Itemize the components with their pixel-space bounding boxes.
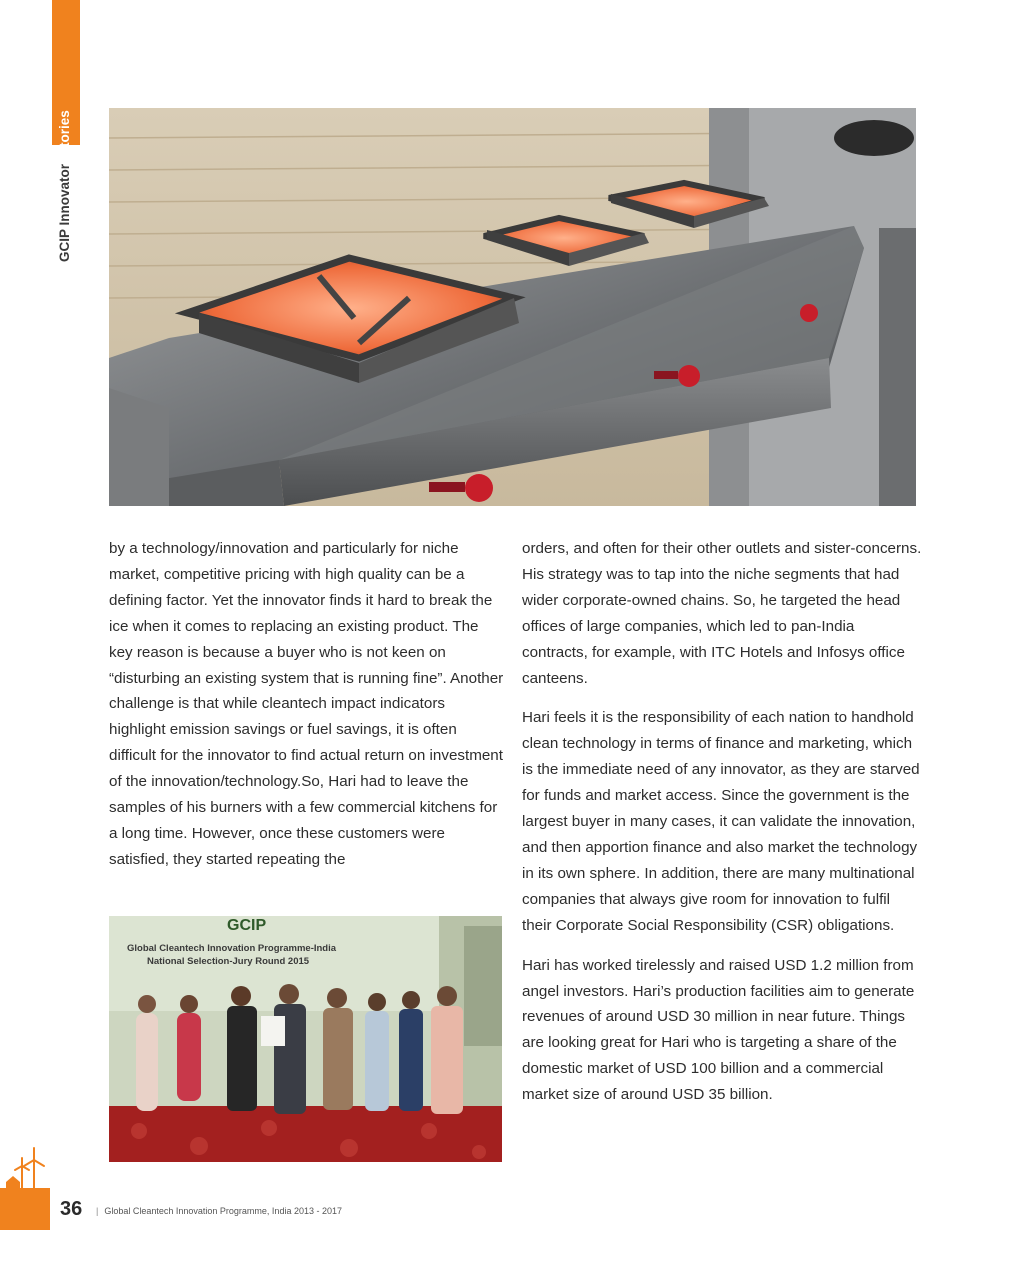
banner-logo: GCIP <box>227 917 267 934</box>
banner-line-2: National Selection-Jury Round 2015 <box>147 956 310 967</box>
page-number: 36 <box>60 1198 83 1220</box>
right-paragraph-2: Hari feels it is the responsibility of each nation to handhold clean technology in terms of finance and marketing, which is the immediate need of any innovator, as they are starved for funds and market access. Since the government is the largest buyer in many cases, it can validate the innovation, and then apportion finance and also market the technology in its own sphere. In addition, there are many multinational companies that always give room for innovation to fulfil their Corporate Social Responsibility (CSR) obligations. <box>522 709 920 934</box>
cooking-burners-photo <box>109 108 916 506</box>
footer-separator: | <box>96 1206 99 1216</box>
banner-line-1: Global Cleantech Innovation Programme-India <box>127 943 337 954</box>
right-text-column <box>522 536 922 1108</box>
side-tab-label-section: GCIP Innovator <box>57 163 72 262</box>
footer-text: Global Cleantech Innovation Programme, India 2013 - 2017 <box>104 1206 342 1216</box>
side-tab-label <box>51 100 79 262</box>
left-paragraph-1: by a technology/innovation and particularly for niche market, competitive pricing with high quality can be a defining factor. Yet the innovator finds it hard to break the ice when it comes to replacing an existing product. The key reason is because a buyer who is not keen on “disturbing an existing system that is running fine”. Another challenge is that while cleantech impact indicators highlight emission savings or fuel savings, it is often difficult for the innovator to find actual return on investment of the innovation/technology.So, Hari had to leave the samples of his burners with a few commercial kitchens for a long time. However, once these customers were satisfied, they started repeating the <box>109 540 504 868</box>
wind-turbine-house-icon <box>4 1146 50 1190</box>
left-text-column <box>109 536 504 873</box>
right-paragraph-1: orders, and often for their other outlets and sister-concerns. His strategy was to tap into the niche segments that had wider corporate-owned chains. So, he targeted the head offices of large companies, which led to pan-India contracts, for example, with ITC Hotels and Infosys office canteens. <box>522 540 922 687</box>
footer-accent-bar <box>0 1188 50 1230</box>
side-tab-label-stories: Stories <box>57 110 72 156</box>
award-ceremony-photo <box>109 916 502 1162</box>
footer-publication-title <box>96 1206 342 1216</box>
right-paragraph-3: Hari has worked tirelessly and raised USD 1.2 million from angel investors. Hari’s production facilities aim to generate revenues of around USD 30 million in near future. Things are looking great for Hari who is targeting a share of the domestic market of USD 100 billion and a commercial market size of around USD 35 billion. <box>522 956 915 1104</box>
